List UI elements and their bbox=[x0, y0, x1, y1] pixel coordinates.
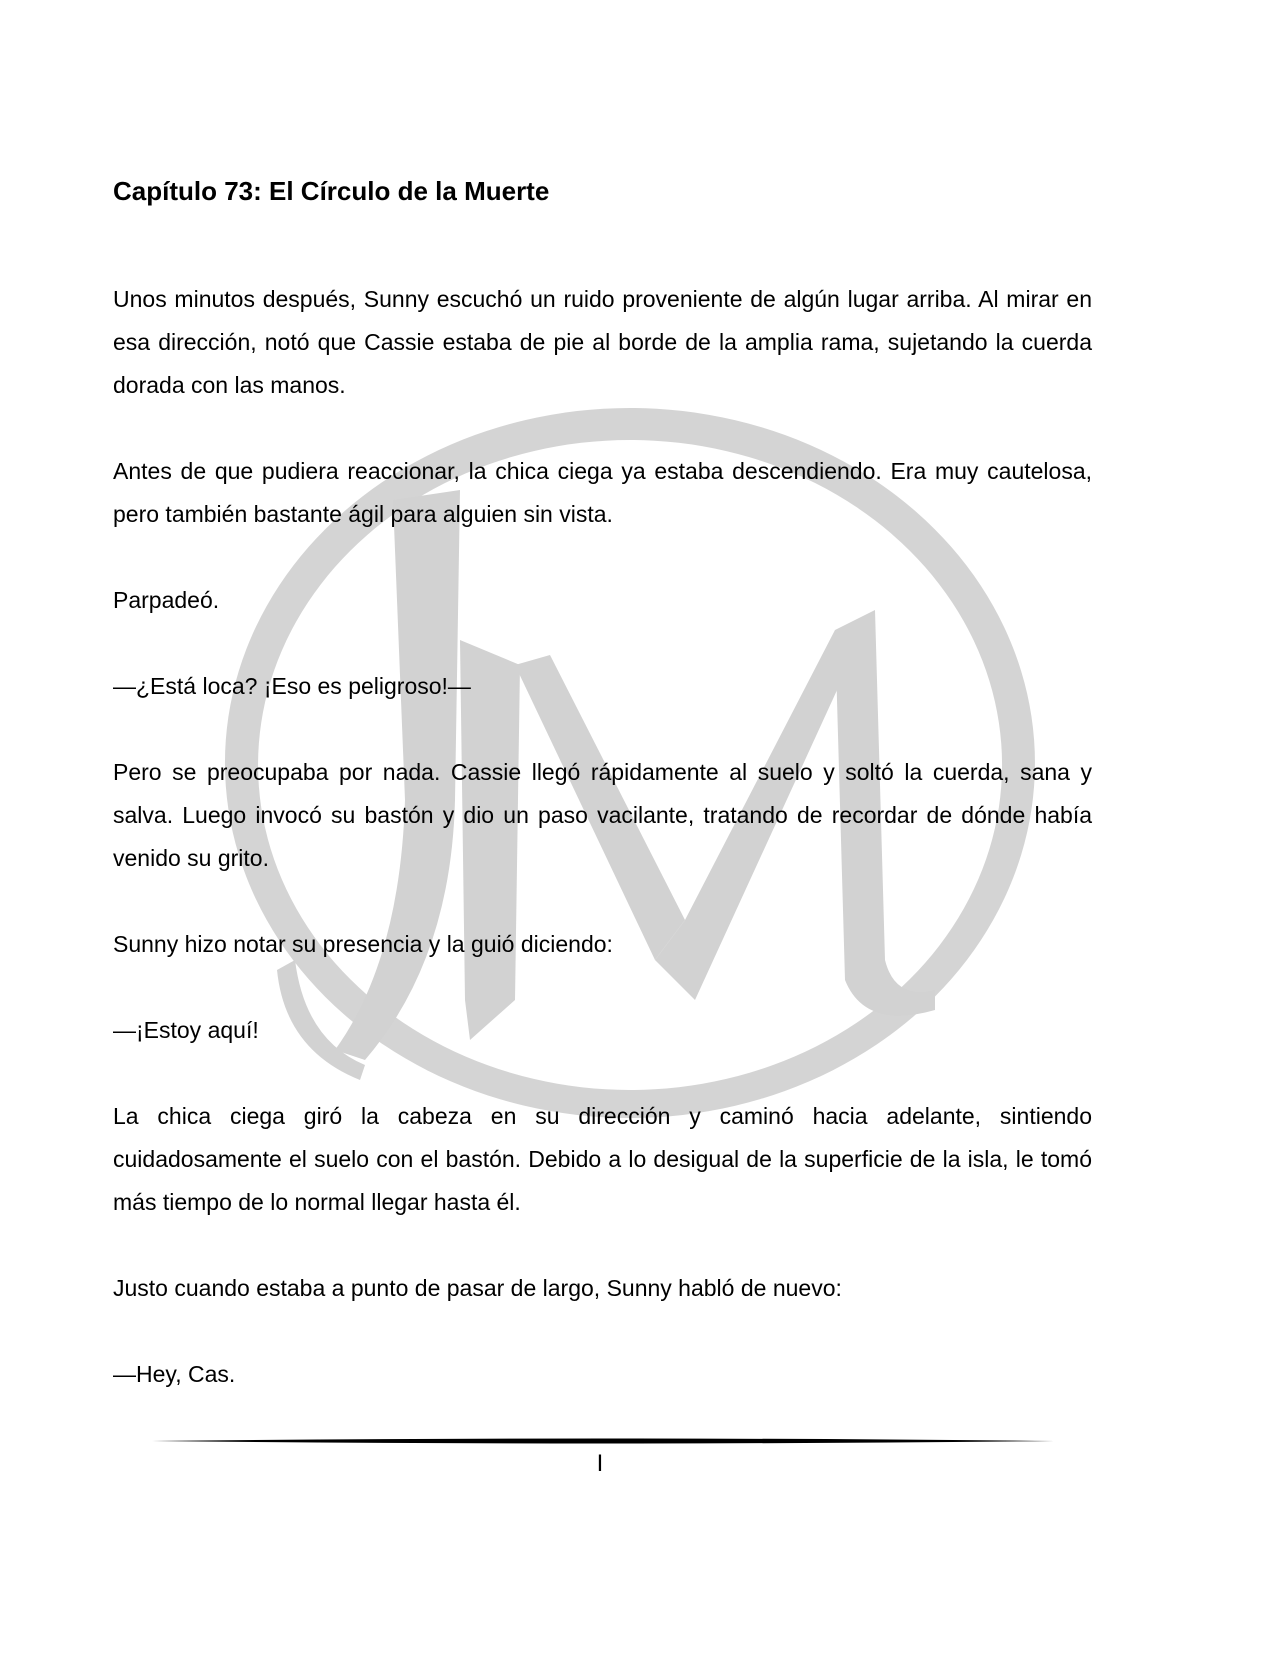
paragraph: Justo cuando estaba a punto de pasar de largo, Sunny habló de nuevo: bbox=[113, 1275, 842, 1301]
paragraph: —¡Estoy aquí! bbox=[113, 1017, 259, 1043]
footer-divider bbox=[152, 1436, 1054, 1446]
chapter-body bbox=[113, 278, 1092, 1439]
paragraph: Sunny hizo notar su presencia y la guió diciendo: bbox=[113, 931, 613, 957]
chapter-title: Capítulo 73: El Círculo de la Muerte bbox=[113, 176, 550, 206]
paragraph: Parpadeó. bbox=[113, 587, 220, 613]
page-number: I bbox=[596, 1450, 604, 1477]
paragraph: —Hey, Cas. bbox=[113, 1361, 236, 1387]
paragraph: La chica ciega giró la cabeza en su dirección y caminó hacia adelante, sintiendo cuidadosamente el suelo con el bastón. Debido a lo desigual de la superficie de la isla, le tomó más tiempo de lo normal llegar hasta él. bbox=[113, 1103, 1092, 1215]
paragraph: Antes de que pudiera reaccionar, la chica ciega ya estaba descendiendo. Era muy cautelosa, pero también bastante ágil para alguien sin vista. bbox=[113, 458, 1092, 527]
paragraph: Pero se preocupaba por nada. Cassie llegó rápidamente al suelo y soltó la cuerda, sana y salva. Luego invocó su bastón y dio un paso vacilante, tratando de recordar de dónde había venido su grito. bbox=[113, 759, 1092, 871]
paragraph: —¿Está loca? ¡Eso es peligroso!— bbox=[113, 673, 471, 699]
paragraph: Unos minutos después, Sunny escuchó un ruido proveniente de algún lugar arriba. Al mirar en esa dirección, notó que Cassie estaba de pie al borde de la amplia rama, sujetando la cuerda dorada con las manos. bbox=[113, 286, 1092, 398]
